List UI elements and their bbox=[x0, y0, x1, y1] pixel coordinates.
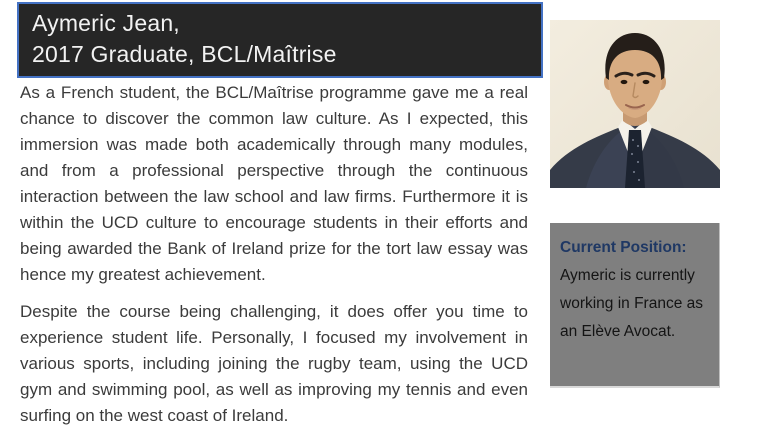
current-position-text: Aymeric is currently working in France as an Elève Avocat. bbox=[560, 267, 704, 340]
graduate-name: Aymeric Jean, bbox=[32, 10, 180, 36]
profile-title-banner bbox=[17, 2, 543, 78]
graduate-portrait-photo bbox=[550, 20, 720, 188]
testimonial-text bbox=[20, 80, 528, 428]
testimonial-paragraph-1: As a French student, the BCL/Maîtrise programme gave me a real chance to discover the common law culture. As I expected, this immersion was made both academically through many modules, and from a professional perspective through the continuous interaction between the law school and law firms. Furthermore it is within the UCD culture to encourage students in their efforts and being awarded the Bank of Ireland prize for the tort law essay was hence my greatest achievement. bbox=[20, 83, 528, 284]
current-position-label: Current Position: bbox=[560, 239, 687, 256]
current-position-panel bbox=[550, 223, 720, 388]
graduate-degree: 2017 Graduate, BCL/Maîtrise bbox=[32, 41, 337, 67]
testimonial-paragraph-2: Despite the course being challenging, it does offer you time to experience student life. Personally, I focused my involvement in various sports, including joining the rugby team, using the UCD gym and swimming pool, as well as improving my tennis and even surfing on the west coast of Ireland. bbox=[20, 302, 528, 425]
portrait-photo-image bbox=[550, 20, 720, 188]
